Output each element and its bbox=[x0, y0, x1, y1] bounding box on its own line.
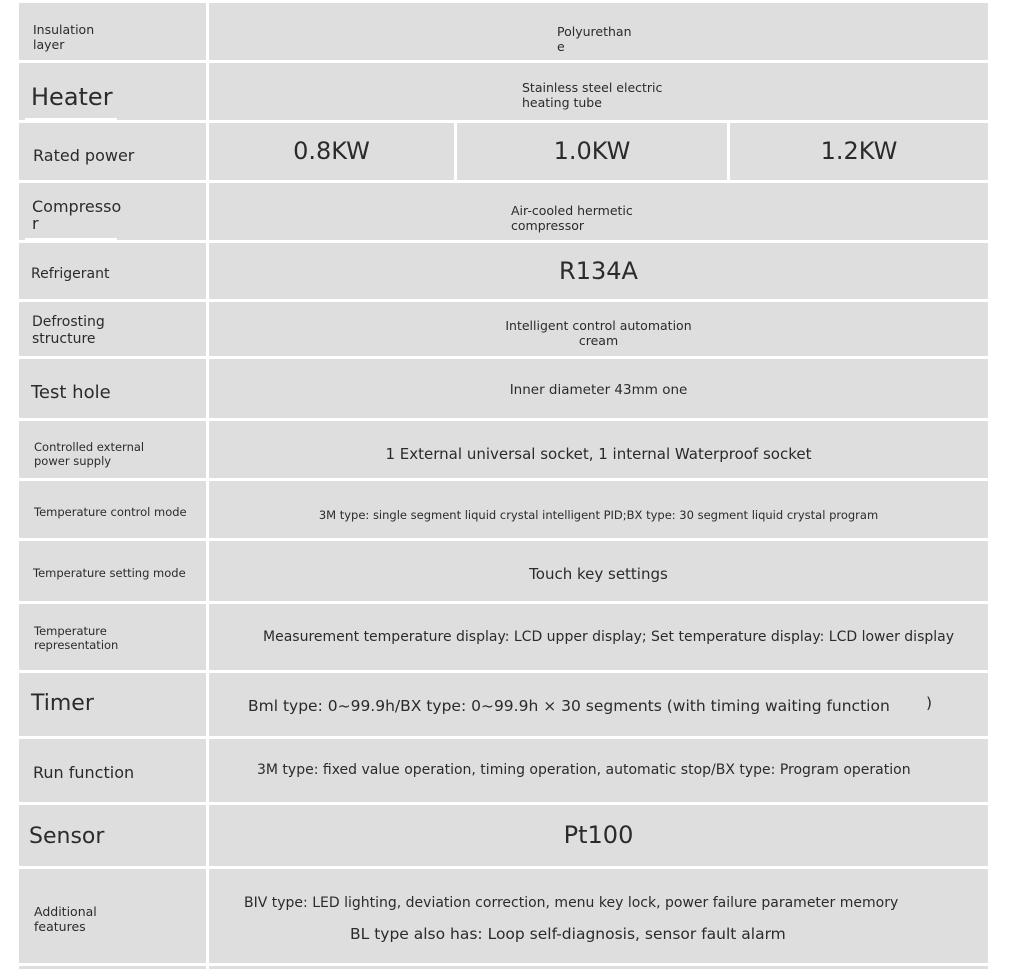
value-insulation: Polyurethan e bbox=[557, 24, 632, 54]
row-temp-setting bbox=[19, 541, 988, 601]
label-cell bbox=[19, 604, 206, 670]
label-underline bbox=[25, 238, 117, 240]
value-cell bbox=[209, 805, 988, 866]
label-cell bbox=[19, 183, 206, 240]
value-rated-power-2: 1.0KW bbox=[553, 137, 631, 165]
label-compressor: Compresso r bbox=[32, 197, 122, 233]
label-cell bbox=[19, 673, 206, 736]
label-underline bbox=[25, 118, 117, 120]
value-cell bbox=[209, 183, 988, 240]
label-cell bbox=[19, 243, 206, 299]
value-temp-control: 3M type: single segment liquid crystal intelligent PID;BX type: 30 segment liquid crystal program bbox=[318, 508, 879, 522]
value-cell bbox=[209, 541, 988, 601]
row-run-function bbox=[19, 739, 988, 802]
value-cell bbox=[209, 421, 988, 478]
row-temp-control bbox=[19, 481, 988, 538]
value-timer: Bml type: 0~99.9h/BX type: 0~99.9h × 30 segments (with timing waiting function bbox=[248, 697, 890, 715]
value-compressor: Air-cooled hermetic compressor bbox=[511, 203, 633, 233]
row-temp-representation bbox=[19, 604, 988, 670]
label-cell bbox=[19, 123, 206, 180]
value-cell-1-2kw bbox=[730, 123, 988, 180]
row-defrosting bbox=[19, 302, 988, 356]
value-additional-line1: BIV type: LED lighting, deviation correction, menu key lock, power failure parameter memory bbox=[244, 895, 899, 911]
row-external-power bbox=[19, 421, 988, 478]
value-cell bbox=[209, 673, 988, 736]
value-defrosting: Intelligent control automation cream bbox=[505, 318, 692, 348]
value-cell bbox=[209, 604, 988, 670]
label-heater: Heater bbox=[31, 83, 113, 111]
label-refrigerant: Refrigerant bbox=[31, 266, 110, 282]
label-cell bbox=[19, 541, 206, 601]
value-external-power: 1 External universal socket, 1 internal Waterproof socket bbox=[385, 445, 812, 463]
label-test-hole: Test hole bbox=[31, 382, 111, 403]
row-rated-power bbox=[19, 123, 988, 180]
row-compressor bbox=[19, 183, 988, 240]
label-run-function: Run function bbox=[33, 763, 135, 782]
row-sensor bbox=[19, 805, 988, 866]
row-test-hole bbox=[19, 359, 988, 418]
value-run-function: 3M type: fixed value operation, timing operation, automatic stop/BX type: Program operation bbox=[257, 762, 911, 778]
label-cell bbox=[19, 63, 206, 120]
label-insulation: Insulation layer bbox=[33, 22, 95, 52]
value-cell bbox=[209, 481, 988, 538]
label-cell bbox=[19, 421, 206, 478]
value-cell bbox=[209, 243, 988, 299]
value-sensor: Pt100 bbox=[563, 821, 634, 849]
label-timer: Timer bbox=[31, 691, 94, 716]
label-rated-power: Rated power bbox=[33, 146, 135, 165]
value-cell bbox=[209, 359, 988, 418]
label-sensor: Sensor bbox=[29, 824, 105, 849]
value-cell bbox=[209, 3, 988, 60]
label-cell bbox=[19, 805, 206, 866]
value-temp-setting: Touch key settings bbox=[529, 565, 668, 583]
label-cell bbox=[19, 869, 206, 963]
row-heater bbox=[19, 63, 988, 120]
label-temp-setting: Temperature setting mode bbox=[33, 566, 186, 580]
value-cell-0-8kw bbox=[209, 123, 454, 180]
value-cell bbox=[209, 302, 988, 356]
row-insulation bbox=[19, 3, 988, 60]
value-rated-power-3: 1.2KW bbox=[820, 137, 898, 165]
label-cell bbox=[19, 739, 206, 802]
value-cell bbox=[209, 63, 988, 120]
value-additional-line2: BL type also has: Loop self-diagnosis, sensor fault alarm bbox=[350, 925, 786, 943]
label-cell bbox=[19, 481, 206, 538]
value-test-hole: Inner diameter 43mm one bbox=[509, 382, 688, 398]
label-temp-representation: Temperature representation bbox=[34, 624, 119, 652]
value-cell bbox=[209, 739, 988, 802]
value-temp-representation: Measurement temperature display: LCD upper display; Set temperature display: LCD lower display bbox=[263, 629, 955, 645]
value-timer-paren: ) bbox=[926, 694, 933, 712]
value-heater: Stainless steel electric heating tube bbox=[522, 80, 663, 110]
row-refrigerant bbox=[19, 243, 988, 299]
value-cell-1-0kw bbox=[457, 123, 727, 180]
row-additional bbox=[19, 869, 988, 963]
label-defrosting: Defrosting structure bbox=[32, 314, 105, 347]
value-rated-power-1: 0.8KW bbox=[293, 137, 370, 165]
row-timer bbox=[19, 673, 988, 736]
label-cell bbox=[19, 3, 206, 60]
value-cell bbox=[209, 869, 988, 963]
label-cell bbox=[19, 302, 206, 356]
value-refrigerant: R134A bbox=[559, 257, 638, 285]
label-cell bbox=[19, 359, 206, 418]
spec-table bbox=[19, 0, 988, 969]
label-additional: Additional features bbox=[34, 904, 97, 934]
label-external-power: Controlled external power supply bbox=[34, 440, 145, 468]
label-temp-control: Temperature control mode bbox=[34, 505, 187, 519]
